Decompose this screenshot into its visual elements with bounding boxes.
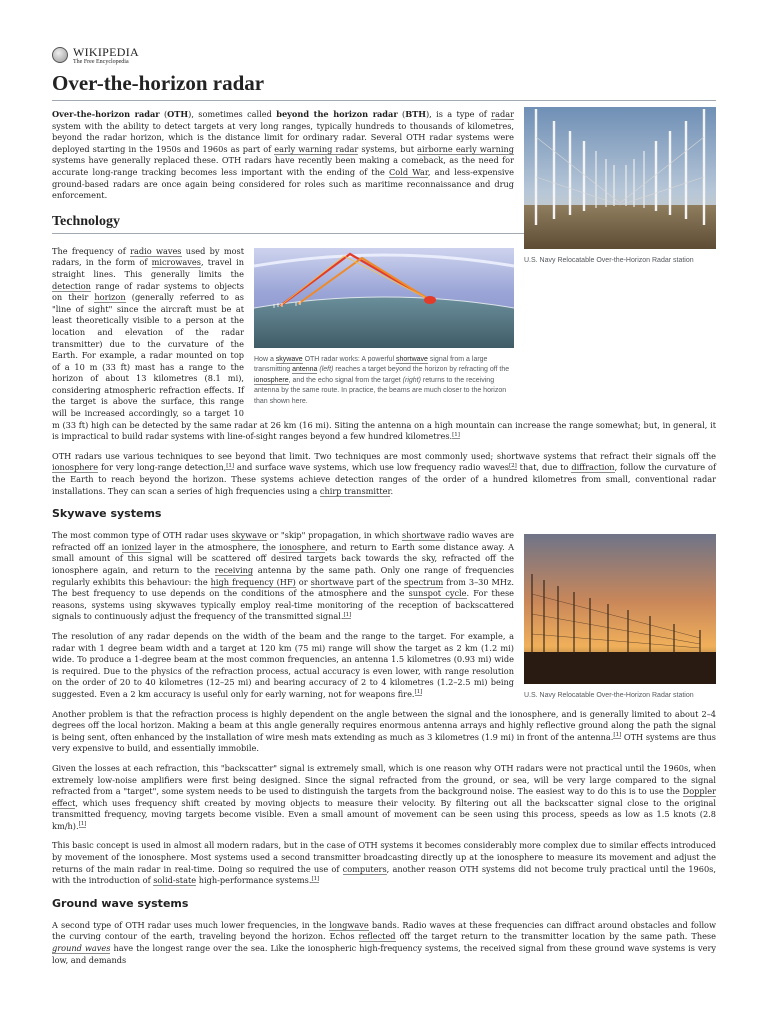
link-sunspot-cycle[interactable]: sunspot cycle (408, 588, 467, 599)
link-antenna[interactable]: antenna (292, 366, 318, 374)
skywave-paragraph-4: Given the losses at each refraction, this "backscatter" signal is extremely small, which is one reason why OTH radars were not practical until the 1960s, when extremely low-noise amplifiers were first being designed. Since the signal refracted from the ground, or sea, will be very large compared to the signal refracted from a "target", some system needs to be used to distinguish the targets from the background noise. The easiest way to do this is to use the Doppler effect, which uses frequency shift created by moving objects to measure their velocity. By filtering out all the backscatter signal close to the original transmitted frequency, moving targets become visible. Even a small amount of movement can be seen using this process, speeds as low as 1.5 knots (2.8 km/h).[1] (52, 762, 716, 831)
link-ionosphere[interactable]: ionosphere (52, 462, 99, 473)
figure-caption: U.S. Navy Relocatable Over-the-Horizon Radar station (524, 692, 694, 700)
citation[interactable]: [1] (226, 462, 234, 469)
citation[interactable]: [1] (414, 689, 423, 696)
link-early-warning-radar[interactable]: early warning radar (274, 143, 359, 154)
ground-paragraph-1: A second type of OTH radar uses much lower frequencies, in the longwave bands. Radio waves at these frequencies can diffract around obstacles and follow the curving contour of the earth, traveling beyond the horizon. Echos reflected off the target return to the transmitter location by the same path. These ground waves have the longest range over the sea. Like the ionospheric high-frequency systems, the received signal from these ground wave systems is very low, and demands (52, 919, 716, 965)
wikipedia-globe-icon (52, 47, 68, 63)
link-high-frequency[interactable]: high frequency (HF) (210, 576, 296, 587)
link-solid-state[interactable]: solid-state (153, 875, 197, 886)
link-radar[interactable]: radar (491, 109, 514, 119)
link-reflected[interactable]: reflected (358, 931, 396, 942)
figure-caption: How a skywave OTH radar works: A powerful shortwave signal from a large transmitting antenna (left) reaches a target beyond the horizon by refracting off the ionosphere, and the echo signal from the target (right) returns to the receiving antenna by the same route. In practice, the beams are much closer to the horizon than shown here. (254, 355, 510, 405)
skywave-paragraph-3: Another problem is that the refraction process is highly dependent on the angle between the signal and the ionosphere, and is generally limited to about 2–4 degrees off the local horizon. Making a beam at this angle generally requires enormous antenna arrays and highly reflective ground along the path the signal is being sent, often enhanced by the installation of wire mesh mats extending as much as 3 kilometres (1.9 mi) in front of the antenna.[1] OTH systems are thus very expensive to build, and essentially immobile. (52, 708, 716, 754)
citation[interactable]: [1] (613, 731, 622, 738)
citation[interactable]: [1] (452, 431, 460, 438)
link-ionosphere[interactable]: ionosphere (279, 541, 326, 552)
heading-technology: Technology (52, 214, 716, 234)
wordmark-name: WIKIPEDIA (73, 44, 140, 59)
link-diffraction[interactable]: diffraction (571, 462, 615, 473)
link-radio-waves[interactable]: radio waves (130, 245, 182, 256)
skywave-paragraph-1: The most common type of OTH radar uses skywave or "skip" propagation, in which shortwave radio waves are refracted off an ionized layer in the atmosphere, the ionosphere, and return to Earth some distance away. A small amount of this signal will be scattered off desired targets back towards the sky, refracted off the ionosphere again, and return to the receiving antenna by the same path. Only one range of frequencies regularly exhibits this behaviour: the high frequency (HF) or shortwave part of the spectrum from 3–30 MHz. The best frequency to use depends on the conditions of the atmosphere and the sunspot cycle. For these reasons, systems using skywaves typically employ real-time monitoring of the reception of backscattered signals to continuously adjust the frequency of the transmitted signal.[1] (52, 530, 514, 622)
citation[interactable]: [1] (311, 875, 320, 882)
wordmark-tagline: The Free Encyclopedia (73, 58, 129, 65)
link-shortwave[interactable]: shortwave (402, 530, 446, 541)
skywave-paragraph-5: This basic concept is used in almost all modern radars, but in the case of OTH systems it becomes considerably more complex due to similar effects introduced by movement of the ionosphere. Most systems used a second transmitter broadcasting directly up at the ionosphere to measure its movement and adjust the returns of the main radar in real-time. Doing so required the use of computers, another reason OTH systems did not become truly practical until the 1960s, with the introduction of solid-state high-performance systems.[1] (52, 840, 716, 886)
intro-paragraph: Over-the-horizon radar (OTH), sometimes called beyond the horizon radar (BTH), is a type of radar system with the ability to detect targets at very long ranges, typically hundreds to thousands of kilometres, beyond the radar horizon, which is the distance limit for ordinary radar. Several OTH radar systems were deployed starting in the 1950s and 1960s as part of early warning radar systems, but airborne early warning systems have generally replaced these. OTH radars have recently been making a comeback, as the need for accurate long-range tracking becomes less important with the ending of the Cold War, and less-expensive ground-based radars are once again being considered for roles such as maritime reconnaissance and drug enforcement. (52, 109, 514, 201)
figure-radar-station-sunset (524, 534, 716, 702)
citation[interactable]: [1] (78, 821, 87, 828)
technology-paragraph-2: OTH radars use various techniques to see beyond that limit. Two techniques are most commonly used; shortwave systems that refract their signals off the ionosphere for very long-range detection,[1] and surface wave systems, which use low frequency radio waves[2] that, due to diffraction, follow the curvature of the Earth to reach beyond the horizon. These systems achieve detection ranges of the order of a hundred kilometres from small, conventional radar installations. They can scan a series of high frequencies using a chirp transmitter. (52, 450, 716, 496)
link-ionized[interactable]: ionized (121, 541, 152, 552)
skywave-diagram-image[interactable] (254, 248, 514, 348)
link-longwave[interactable]: longwave (329, 919, 369, 930)
radar-station-image[interactable] (524, 107, 716, 249)
skywave-paragraph-2: The resolution of any radar depends on the width of the beam and the range to the target. For example, a radar with 1 degree beam width and a target at 120 km (75 mi) range will show the target as 2 km (1.2 mi) wide. To produce a 1-degree beam at the most common frequencies, an antenna 1.5 kilometres (0.93 mi) wide is required. Due to the physics of the refraction process, actual accuracy is even lower, with range resolution on the order of 20 to 40 kilometres (12–25 mi) and bearing accuracy of 2 to 4 kilometres (1.2–2.5 mi) being suggested. Even a 2 km accuracy is useful only for early warning, not for weapons fire.[1] (52, 630, 514, 699)
link-receiving[interactable]: receiving (214, 565, 254, 575)
citation[interactable]: [2] (508, 462, 517, 469)
figure-skywave-diagram (254, 248, 514, 408)
link-ionosphere[interactable]: ionosphere (254, 376, 289, 384)
link-airborne-early-warning[interactable]: airborne early warning (417, 143, 514, 154)
citation[interactable]: [1] (343, 611, 352, 618)
wikipedia-wordmark[interactable] (52, 42, 716, 68)
technology-paragraph-1: The frequency of radio waves used by most radars, in the form of microwaves, travel in straight lines. This generally limits the detection range of radar systems to objects on their horizon (generally referred to as "line of sight" since the aircraft must be at least theoretically visible to a person at the location and elevation of the radar transmitter) due to the curvature of the Earth. For example, a radar mounted on top of a 10 m (33 ft) mast has a range to the horizon of about 13 kilometres (8.1 mi), considering atmospheric refraction effects. If the target is above the surface, this range will be increased accordingly, so a target 10 m (33 ft) high can be detected by the same radar at 26 km (16 mi). Siting the antenna on a high mountain can increase the range somewhat; but, in general, it is impractical to build radar systems with line-of-sight ranges beyond a few hundred kilometres.[1] (52, 245, 716, 442)
link-cold-war[interactable]: Cold War (389, 166, 428, 177)
link-horizon[interactable]: horizon (94, 292, 126, 303)
link-ground-waves[interactable]: ground waves (52, 943, 111, 954)
radar-station-sunset-image[interactable] (524, 534, 716, 684)
figure-radar-station (524, 107, 716, 267)
link-computers[interactable]: computers (342, 863, 387, 874)
link-skywave[interactable]: skywave (275, 355, 303, 363)
figure-caption: U.S. Navy Relocatable Over-the-Horizon Radar station (524, 257, 694, 264)
link-detection[interactable]: detection (52, 280, 91, 291)
link-doppler-effect[interactable]: Doppler effect (52, 786, 716, 808)
link-spectrum[interactable]: spectrum (404, 576, 444, 587)
link-chirp-transmitter[interactable]: chirp transmitter (319, 485, 391, 496)
link-shortwave[interactable]: shortwave (310, 576, 354, 587)
heading-skywave-systems: Skywave systems (52, 507, 162, 521)
link-microwaves[interactable]: microwaves (151, 257, 201, 268)
page-title: Over-the-horizon radar (52, 70, 716, 101)
link-skywave[interactable]: skywave (231, 530, 267, 541)
article (52, 42, 716, 974)
link-shortwave[interactable]: shortwave (396, 355, 428, 363)
heading-ground-wave-systems: Ground wave systems (52, 896, 189, 910)
